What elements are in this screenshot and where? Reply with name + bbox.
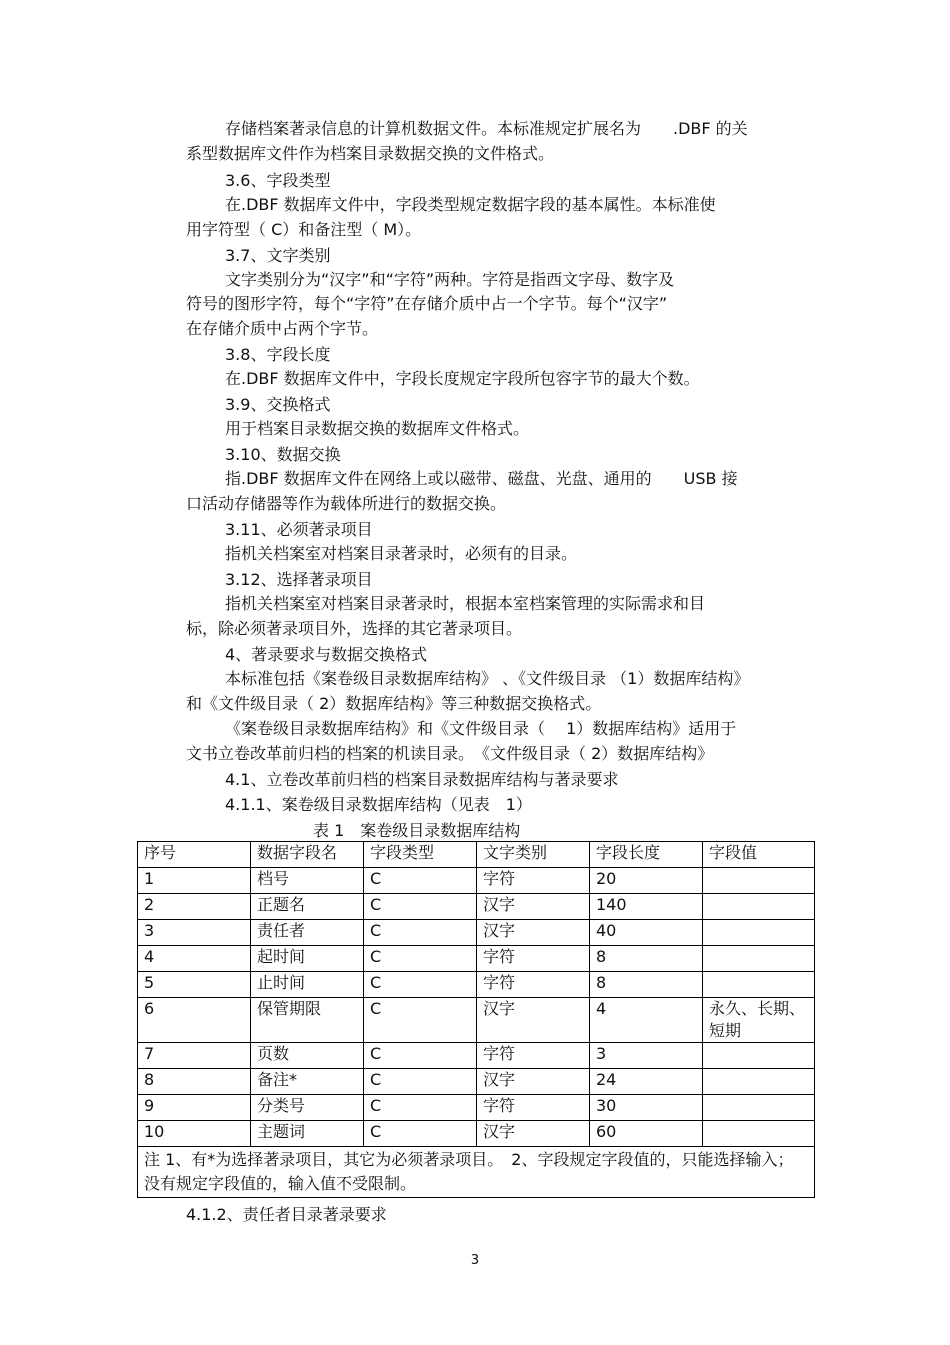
text-line: 4.1.1、案卷级目录数据库结构（见表 1） (225, 795, 532, 814)
table-row (138, 894, 815, 920)
table-cell: 1 (138, 868, 251, 894)
table-cell (703, 1043, 815, 1069)
table-cell: 页数 (251, 1043, 364, 1069)
text-line: 指.DBF 数据库文件在网络上或以磁带、磁盘、光盘、通用的 USB 接 (225, 469, 738, 488)
table-cell: 汉字 (477, 920, 590, 946)
table-cell: 4 (138, 946, 251, 972)
table-note: 注 1、有*为选择著录项目，其它为必须著录项目。 2、字段规定字段值的，只能选择输入；没有规定字段值的，输入值不受限制。 (138, 1147, 815, 1198)
table-cell: 5 (138, 972, 251, 998)
table-row (138, 998, 815, 1043)
table-cell (703, 920, 815, 946)
table-cell: C (364, 1095, 477, 1121)
table-row (138, 1095, 815, 1121)
table-cell: 责任者 (251, 920, 364, 946)
text-line: 符号的图形字符，每个“字符”在存储介质中占一个字节。每个“汉字” (186, 294, 668, 313)
table-cell: 20 (590, 868, 703, 894)
table-cell: 保管期限 (251, 998, 364, 1043)
table-cell (703, 868, 815, 894)
table-cell (703, 894, 815, 920)
table-cell: 10 (138, 1121, 251, 1147)
table-row (138, 1069, 815, 1095)
header-cell: 字段类型 (364, 842, 477, 868)
text-line: 4.1、立卷改革前归档的档案目录数据库结构与著录要求 (225, 770, 619, 789)
table-cell: 字符 (477, 1095, 590, 1121)
table-cell: C (364, 1121, 477, 1147)
table-cell: 字符 (477, 972, 590, 998)
table-cell: C (364, 920, 477, 946)
text-line: 本标准包括《案卷级目录数据库结构》 、《文件级目录 （1）数据库结构》 (225, 669, 750, 688)
table-cell: 9 (138, 1095, 251, 1121)
text-line: 在.DBF 数据库文件中，字段类型规定数据字段的基本属性。本标准使 (225, 195, 716, 214)
text-line: 3.9、交换格式 (225, 395, 331, 414)
table-cell: C (364, 972, 477, 998)
table-row (138, 946, 815, 972)
table-cell: 分类号 (251, 1095, 364, 1121)
text-line: 4、著录要求与数据交换格式 (225, 645, 428, 664)
table-row (138, 868, 815, 894)
table-cell: 汉字 (477, 998, 590, 1043)
text-line: 3.11、必须著录项目 (225, 520, 373, 539)
table-cell: C (364, 998, 477, 1043)
table-cell: 8 (590, 972, 703, 998)
table-cell: C (364, 946, 477, 972)
table-cell: C (364, 868, 477, 894)
table-cell: 30 (590, 1095, 703, 1121)
table-cell: 4 (590, 998, 703, 1043)
header-cell: 文字类别 (477, 842, 590, 868)
table-cell: 永久、长期、短期 (703, 998, 815, 1043)
text-line: 存储档案著录信息的计算机数据文件。本标准规定扩展名为 .DBF 的关 (225, 119, 748, 138)
table-cell: 字符 (477, 946, 590, 972)
table-cell: 3 (590, 1043, 703, 1069)
table-header-row (138, 842, 815, 868)
table-cell: 正题名 (251, 894, 364, 920)
header-cell: 字段长度 (590, 842, 703, 868)
table-cell: 60 (590, 1121, 703, 1147)
table-cell: 8 (590, 946, 703, 972)
text-line: 用于档案目录数据交换的数据库文件格式。 (225, 419, 530, 438)
table-cell: C (364, 1069, 477, 1095)
text-line: 指机关档案室对档案目录著录时，根据本室档案管理的实际需求和目 (225, 594, 706, 613)
table-row (138, 1121, 815, 1147)
text-line: 3.12、选择著录项目 (225, 570, 373, 589)
table-cell (703, 1069, 815, 1095)
text-line: 在.DBF 数据库文件中，字段长度规定字段所包容字节的最大个数。 (225, 369, 700, 388)
table-cell (703, 1095, 815, 1121)
text-line: 3.8、字段长度 (225, 345, 331, 364)
table-cell: 2 (138, 894, 251, 920)
text-line: 口活动存储器等作为载体所进行的数据交换。 (186, 494, 507, 513)
table-row (138, 972, 815, 998)
table-caption: 表 1 案卷级目录数据库结构 (313, 821, 521, 840)
text-line: 在存储介质中占两个字节。 (186, 319, 379, 338)
section-heading: 4.1.2、责任者目录著录要求 (186, 1205, 387, 1224)
table-cell: 字符 (477, 1043, 590, 1069)
table-row (138, 920, 815, 946)
text-line: 标，除必须著录项目外，选择的其它著录项目。 (186, 619, 523, 638)
table-cell: 3 (138, 920, 251, 946)
table-note-row (138, 1147, 815, 1198)
page-number: 3 (470, 1253, 480, 1268)
table-cell: 字符 (477, 868, 590, 894)
table-cell: 主题词 (251, 1121, 364, 1147)
text-line: 文字类别分为“汉字”和“字符”两种。字符是指西文字母、数字及 (225, 270, 675, 289)
catalog-structure-table (137, 841, 815, 1198)
table-cell: C (364, 1043, 477, 1069)
table-cell: 档号 (251, 868, 364, 894)
table-cell: 起时间 (251, 946, 364, 972)
text-line: 3.6、字段类型 (225, 171, 331, 190)
table-cell: 7 (138, 1043, 251, 1069)
table-cell: 8 (138, 1069, 251, 1095)
text-line: 文书立卷改革前归档的档案的机读目录。 《文件级目录（ 2）数据库结构》 (186, 744, 714, 763)
table-cell: 6 (138, 998, 251, 1043)
table-cell: 汉字 (477, 894, 590, 920)
text-line: 和《文件级目录（ 2）数据库结构》等三种数据交换格式。 (186, 694, 602, 713)
header-cell: 序号 (138, 842, 251, 868)
table-cell: 24 (590, 1069, 703, 1095)
table-cell: 汉字 (477, 1121, 590, 1147)
header-cell: 数据字段名 (251, 842, 364, 868)
text-line: 系型数据库文件作为档案目录数据交换的文件格式。 (186, 144, 555, 163)
text-line: 《案卷级目录数据库结构》和《文件级目录（ 1）数据库结构》适用于 (225, 719, 737, 738)
table-row (138, 1043, 815, 1069)
text-line: 3.10、数据交换 (225, 445, 341, 464)
table-cell: 40 (590, 920, 703, 946)
table-cell (703, 946, 815, 972)
table-cell: 止时间 (251, 972, 364, 998)
header-cell: 字段值 (703, 842, 815, 868)
table-cell (703, 972, 815, 998)
text-line: 用字符型（ C）和备注型（ M）。 (186, 220, 422, 239)
table-cell (703, 1121, 815, 1147)
text-line: 指机关档案室对档案目录著录时，必须有的目录。 (225, 544, 578, 563)
table-cell: C (364, 894, 477, 920)
table-cell: 140 (590, 894, 703, 920)
text-line: 3.7、文字类别 (225, 246, 331, 265)
table-cell: 备注* (251, 1069, 364, 1095)
table-cell: 汉字 (477, 1069, 590, 1095)
